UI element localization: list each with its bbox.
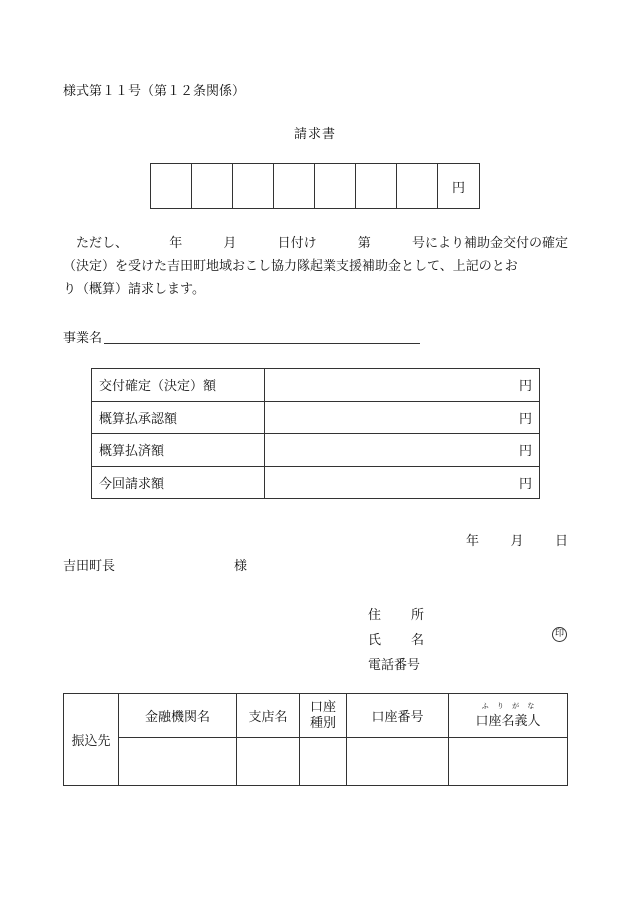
account-number-header: 口座番号 [347, 694, 449, 738]
applicant-address[interactable] [368, 604, 424, 623]
paragraph-word: 年 [169, 236, 183, 251]
table-row [92, 434, 540, 467]
paragraph-word: 第 [357, 236, 371, 251]
label-char: 住 [368, 608, 382, 623]
furigana-ruby [475, 702, 540, 710]
addressee-name: 吉田町長 [63, 559, 116, 574]
applicant-name-label [368, 629, 424, 648]
bank-transfer-table [63, 693, 568, 786]
applicant-phone[interactable] [368, 654, 420, 673]
summary-value-field[interactable]: 円 [265, 401, 540, 434]
table-row [92, 466, 540, 499]
paragraph-text: （決定）を受けた吉田町地域おこし協力隊起業支援補助金として、上記のとお [63, 259, 518, 274]
summary-value-field[interactable]: 円 [265, 369, 540, 402]
amount-summary-table [91, 368, 540, 499]
paragraph-word: 月 [223, 236, 237, 251]
ruby-char: な [527, 702, 535, 710]
applicant-name[interactable] [368, 629, 424, 648]
paragraph-word: 号により補助金交付の確定 [411, 236, 568, 251]
ruby-char: が [512, 702, 520, 710]
date-day: 日 [554, 534, 568, 549]
summary-label: 概算払済額 [92, 434, 265, 467]
paragraph-line-3 [63, 278, 568, 301]
account-holder-header [449, 694, 568, 738]
amount-digit-cell[interactable] [356, 164, 397, 208]
request-date[interactable] [466, 530, 568, 549]
request-paragraph [63, 232, 568, 301]
account-type-field[interactable] [300, 738, 347, 786]
bank-name-header: 金融機関名 [119, 694, 237, 738]
summary-label: 概算払承認額 [92, 401, 265, 434]
ruby-char: ふ [481, 702, 489, 710]
table-row [64, 694, 568, 738]
bank-name-field[interactable] [119, 738, 237, 786]
amount-digit-cell[interactable] [151, 164, 192, 208]
branch-header: 支店名 [237, 694, 300, 738]
paragraph-line-1 [63, 232, 568, 255]
paragraph-text: り（概算）請求します。 [63, 282, 205, 297]
form-number: 様式第１１号（第１２条関係） [63, 84, 246, 99]
holder-label: 口座名義人 [475, 714, 541, 729]
business-name-label: 事業名 [63, 331, 103, 346]
applicant-phone-label: 電話番号 [368, 658, 421, 673]
header-line: 種別 [309, 715, 336, 731]
amount-digit-cell[interactable] [397, 164, 438, 208]
amount-digit-cell[interactable] [192, 164, 233, 208]
applicant-address-label [368, 604, 424, 623]
label-char: 所 [410, 608, 424, 623]
page-title: 請求書 [293, 127, 336, 142]
branch-field[interactable] [237, 738, 300, 786]
table-row [64, 738, 568, 786]
account-holder-ruby-wrap [475, 702, 540, 729]
date-year: 年 [466, 534, 480, 549]
account-holder-field[interactable] [449, 738, 568, 786]
summary-value-field[interactable]: 円 [265, 434, 540, 467]
paragraph-word: ただし、 [76, 236, 129, 251]
account-number-field[interactable] [347, 738, 449, 786]
table-row [92, 401, 540, 434]
table-row [92, 369, 540, 402]
paragraph-line-2 [63, 255, 568, 278]
amount-box [150, 163, 480, 209]
label-char: 名 [410, 633, 424, 648]
summary-label: 交付確定（決定）額 [92, 369, 265, 402]
seal-icon: 印 [552, 627, 567, 642]
amount-digit-cell[interactable] [233, 164, 274, 208]
account-type-header [300, 694, 347, 738]
amount-digit-cell[interactable] [274, 164, 315, 208]
paragraph-word: 日付け [277, 236, 317, 251]
ruby-char: り [496, 702, 504, 710]
addressee-honorific: 様 [234, 559, 248, 574]
header-line: 口座 [309, 699, 336, 715]
date-month: 月 [510, 534, 524, 549]
summary-value-field[interactable]: 円 [265, 466, 540, 499]
transfer-destination-label: 振込先 [64, 694, 119, 786]
label-char: 氏 [368, 633, 382, 648]
amount-yen-cell: 円 [451, 180, 465, 196]
business-name-field[interactable] [104, 343, 420, 344]
summary-label: 今回請求額 [92, 466, 265, 499]
amount-digit-cell[interactable] [315, 164, 356, 208]
